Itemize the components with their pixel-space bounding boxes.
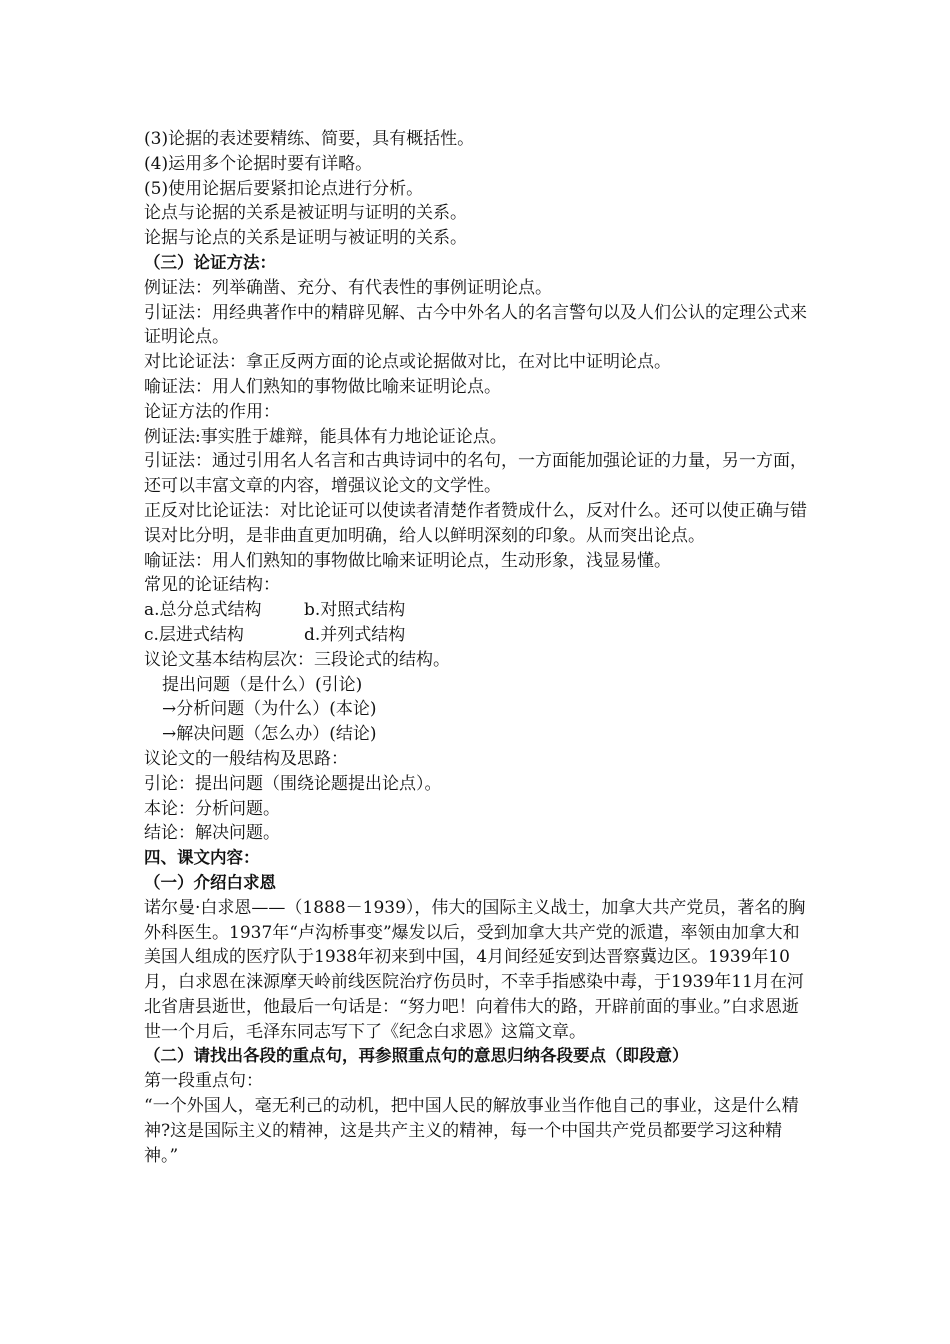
section-heading: 四、课文内容： bbox=[144, 848, 260, 868]
document-body bbox=[144, 127, 814, 1168]
structure-title: 常见的论证结构： bbox=[144, 575, 280, 596]
text-line: (4)运用多个论据时要有详略。 bbox=[144, 153, 373, 174]
structure-row bbox=[144, 598, 814, 623]
effects-title: 论证方法的作用： bbox=[144, 401, 280, 422]
effect-item: 喻证法：用人们熟知的事物做比喻来证明论点，生动形象，浅显易懂。 bbox=[144, 550, 671, 571]
structure-option: d.并列式结构 bbox=[304, 624, 406, 645]
general-title: 议论文的一般结构及思路： bbox=[144, 748, 348, 769]
text-line: (5)使用论据后要紧扣论点进行分析。 bbox=[144, 178, 424, 199]
key-sentence-quote: “一个外国人，毫无利己的动机，把中国人民的解放事业当作他自己的事业，这是什么精神?这是国际主义的精神，这是共产主义的精神，每一个中国共产党员都要学习这种精神。” bbox=[144, 1096, 799, 1166]
intro-paragraph: 诺尔曼·白求恩——（1888－1939），伟大的国际主义战士，加拿大共产党员，著名的胸外科医生。1937年“卢沟桥事变”爆发以后，受到加拿大共产党的派遣，率领由加拿大和美国人组成的医疗队于1938年初来到中国，4月间经延安到达晋察冀边区。1939年10月，白求恩在涞源摩天岭前线医院治疗伤员时，不幸手指感染中毒，于1939年11月在河北省唐县逝世，他最后一句话是：“努力吧！向着伟大的路，开辟前面的事业。”白求恩逝世一个月后，毛泽东同志写下了《纪念白求恩》这篇文章。 bbox=[144, 897, 806, 1042]
structure-option: a.总分总式结构 bbox=[144, 600, 262, 621]
method-item: 例证法：列举确凿、充分、有代表性的事例证明论点。 bbox=[144, 277, 552, 298]
structure-option: b.对照式结构 bbox=[304, 600, 406, 621]
text-line: (3)论据的表述要精练、简要，具有概括性。 bbox=[144, 129, 475, 149]
general-item: 引论：提出问题（围绕论题提出论点）。 bbox=[144, 773, 442, 794]
method-item: 对比论证法：拿正反两方面的论点或论据做对比，在对比中证明论点。 bbox=[144, 352, 671, 373]
general-item: 本论：分析问题。 bbox=[144, 798, 280, 819]
structure-option: c.层进式结构 bbox=[144, 624, 244, 645]
text-line: 论据与论点的关系是证明与被证明的关系。 bbox=[144, 228, 467, 249]
layer-item: →解决问题（怎么办）(结论) bbox=[162, 724, 377, 745]
method-item: 喻证法：用人们熟知的事物做比喻来证明论点。 bbox=[144, 376, 501, 397]
method-item: 引证法：用经典著作中的精辟见解、古今中外名人的名言警句以及人们公认的定理公式来证明论点。 bbox=[144, 302, 807, 348]
layer-item: →分析问题（为什么）(本论) bbox=[162, 699, 377, 720]
text-line: 论点与论据的关系是被证明与证明的关系。 bbox=[144, 203, 467, 224]
effect-item: 正反对比论证法：对比论证可以使读者清楚作者赞成什么，反对什么。还可以使正确与错误对比分明，是非曲直更加明确，给人以鲜明深刻的印象。从而突出论点。 bbox=[144, 500, 807, 546]
para-title: 第一段重点句： bbox=[144, 1071, 263, 1092]
subsection-heading: （二）请找出各段的重点句，再参照重点句的意思归纳各段要点（即段意） bbox=[144, 1046, 689, 1066]
layer-item: 提出问题（是什么）(引论) bbox=[162, 674, 363, 695]
effect-item: 引证法：通过引用名人名言和古典诗词中的名句，一方面能加强论证的力量，另一方面，还可以丰富文章的内容，增强议论文的文学性。 bbox=[144, 451, 807, 497]
general-item: 结论：解决问题。 bbox=[144, 823, 280, 844]
subsection-heading: （一）介绍白求恩 bbox=[144, 872, 276, 892]
effect-item: 例证法:事实胜于雄辩，能具体有力地论证论点。 bbox=[144, 426, 507, 447]
structure-row bbox=[144, 623, 814, 648]
layers-title: 议论文基本结构层次：三段论式的结构。 bbox=[144, 649, 450, 670]
section-heading: （三）论证方法： bbox=[144, 252, 276, 272]
